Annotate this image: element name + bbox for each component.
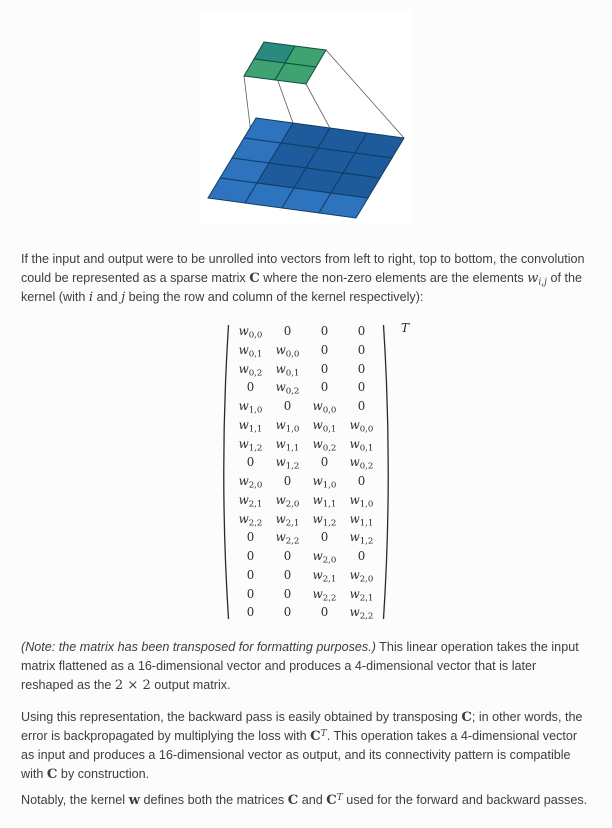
matrix-cell: $w_{2,1}$ xyxy=(312,567,337,585)
matrix-cell: $w_{0,2}$ xyxy=(238,361,263,379)
matrix-cell: $w_{1,0}$ xyxy=(312,474,337,491)
connection-line xyxy=(326,50,404,138)
math-token: j xyxy=(121,290,126,305)
text-run: being the row and column of the kernel respectively): xyxy=(125,290,424,304)
text-run: output matrix. xyxy=(150,678,231,692)
matrix-row xyxy=(232,566,380,585)
matrix-row xyxy=(232,585,380,604)
matrix-cell: 0 xyxy=(246,455,255,470)
matrix-cell: 0 xyxy=(283,586,292,601)
matrix-cell: 0 xyxy=(357,361,366,376)
matrix-cell: $w_{2,0}$ xyxy=(349,567,374,585)
matrix-cell: $w_{2,2}$ xyxy=(238,511,263,529)
matrix-cell: 0 xyxy=(246,530,255,545)
matrix-row xyxy=(232,603,380,622)
matrix-row xyxy=(232,341,380,360)
text-run: . This operation takes a 4-dimensional vector as input and produces a 16-dimensional vector as output, and its connectivity pattern is compatible with xyxy=(21,729,578,781)
input-grid xyxy=(208,118,404,218)
paragraph-backward xyxy=(21,708,591,784)
matrix-cell: $w_{0,1}$ xyxy=(275,361,300,379)
matrix-cell: $w_{1,2}$ xyxy=(275,455,300,472)
matrix-cell: 0 xyxy=(283,605,292,620)
text-run: This linear operation takes the input matrix flattened as a 16-dimensional vector and produces a 4-dimensional vector that is later reshaped as the xyxy=(21,640,579,692)
matrix-cell: 0 xyxy=(246,586,255,601)
matrix-cell: $w_{1,2}$ xyxy=(238,436,263,454)
matrix-cell: 0 xyxy=(320,455,329,470)
paragraph-intro xyxy=(21,250,591,307)
convolution-figure xyxy=(200,12,412,224)
article-body xyxy=(0,250,612,810)
text-run: of the kernel (with xyxy=(21,271,582,304)
matrix-cell: 0 xyxy=(357,342,366,357)
matrix-cell: $w_{0,1}$ xyxy=(238,342,263,360)
matrix-cell: 0 xyxy=(320,342,329,357)
matrix-cell: $w_{2,0}$ xyxy=(312,549,337,566)
matrix-cell: $w_{1,0}$ xyxy=(275,417,300,435)
matrix-cell: 0 xyxy=(320,605,329,620)
matrix-cell: 0 xyxy=(283,567,292,582)
matrix-cell: $w_{0,2}$ xyxy=(349,455,374,472)
convolution-figure-svg xyxy=(200,12,412,224)
paragraph-notably xyxy=(21,791,591,810)
matrix-row xyxy=(232,472,380,491)
matrix-table xyxy=(232,322,380,622)
matrix-cell: 0 xyxy=(283,474,292,489)
matrix-cell: $w_{1,1}$ xyxy=(275,436,300,454)
matrix-cell: 0 xyxy=(320,380,329,395)
matrix-row xyxy=(232,416,380,435)
matrix-row xyxy=(232,491,380,510)
math-token: w xyxy=(128,793,140,808)
matrix-cell: $w_{0,0}$ xyxy=(349,417,374,435)
math-token: C xyxy=(287,793,299,808)
matrix-row xyxy=(232,397,380,416)
text-run: where the non-zero elements are the elements xyxy=(259,271,528,285)
matrix-cell: 0 xyxy=(246,380,255,395)
math-token: C xyxy=(249,271,260,286)
matrix-cell: 0 xyxy=(357,380,366,395)
matrix-paren-left xyxy=(218,322,230,622)
matrix-cell: $w_{2,2}$ xyxy=(312,586,337,604)
text-run: and xyxy=(93,290,122,304)
text-run: If the input and output were to be unrolled into vectors from left to right, top to bottom, the convolution could be represented as a sparse matrix xyxy=(21,252,585,285)
matrix-cell: 0 xyxy=(357,474,366,489)
matrix-cell: 0 xyxy=(283,549,292,564)
matrix-cell: $w_{0,1}$ xyxy=(349,436,374,454)
matrix-cell: $w_{2,1}$ xyxy=(275,511,300,529)
math-token: $C^T$ xyxy=(310,728,327,744)
matrix-cell: 0 xyxy=(320,530,329,545)
math-token: C xyxy=(46,767,58,782)
matrix-cell: $w_{0,0}$ xyxy=(275,342,300,360)
text-run: (Note: the matrix has been transposed for formatting purposes.) xyxy=(21,640,376,654)
sparse-matrix-block xyxy=(21,322,591,622)
sparse-matrix xyxy=(218,321,409,622)
matrix-paren-right xyxy=(382,322,394,622)
text-run: by construction. xyxy=(57,767,150,781)
matrix-row xyxy=(232,378,380,397)
matrix-cell: $w_{0,2}$ xyxy=(275,380,300,397)
matrix-cell: $w_{1,2}$ xyxy=(312,511,337,529)
matrix-cell: $w_{0,0}$ xyxy=(238,324,263,341)
math-token: i xyxy=(88,290,94,305)
transpose-superscript: T xyxy=(400,321,409,335)
matrix-cell: 0 xyxy=(320,324,329,339)
matrix-cell: 0 xyxy=(357,549,366,564)
output-grid xyxy=(244,42,326,84)
matrix-cell: 0 xyxy=(357,399,366,414)
matrix-cell: 0 xyxy=(246,549,255,564)
matrix-cell: $w_{2,1}$ xyxy=(238,492,263,510)
matrix-cell: $w_{1,0}$ xyxy=(238,399,263,416)
matrix-cell: $w_{1,1}$ xyxy=(349,511,374,529)
paragraph-note xyxy=(21,638,591,695)
matrix-cell: $w_{2,2}$ xyxy=(349,605,374,622)
matrix-row xyxy=(232,453,380,472)
matrix-cell: $w_{2,0}$ xyxy=(275,492,300,510)
matrix-row xyxy=(232,528,380,547)
text-run: used for the forward and backward passes. xyxy=(342,793,588,807)
matrix-cell: 0 xyxy=(357,324,366,339)
matrix-cell: $w_{2,1}$ xyxy=(349,586,374,604)
text-run: defines both the matrices xyxy=(139,793,288,807)
matrix-cell: $w_{1,1}$ xyxy=(238,417,263,435)
math-token: 2 × 2 xyxy=(114,678,151,693)
matrix-cell: $w_{0,2}$ xyxy=(312,436,337,454)
matrix-cell: $w_{1,1}$ xyxy=(312,492,337,510)
text-run: Notably, the kernel xyxy=(21,793,129,807)
matrix-cell: $w_{0,0}$ xyxy=(312,399,337,416)
matrix-row xyxy=(232,322,380,341)
text-run: ; in other words, the error is backpropagated by multiplying the loss with xyxy=(21,710,583,743)
matrix-cell: 0 xyxy=(283,324,292,339)
matrix-cell: 0 xyxy=(283,399,292,414)
matrix-cell: $w_{1,0}$ xyxy=(349,492,374,510)
math-token: $w_{i,j}$ xyxy=(527,271,547,288)
matrix-cell: $w_{1,2}$ xyxy=(349,530,374,547)
text-run: Using this representation, the backward pass is easily obtained by transposing xyxy=(21,710,462,724)
matrix-cell: 0 xyxy=(246,567,255,582)
matrix-row xyxy=(232,435,380,454)
math-token: $C^T$ xyxy=(326,792,343,808)
matrix-row xyxy=(232,510,380,529)
matrix-cell: $w_{2,0}$ xyxy=(238,474,263,491)
matrix-row xyxy=(232,360,380,379)
matrix-cell: $w_{2,2}$ xyxy=(275,530,300,547)
matrix-row xyxy=(232,547,380,566)
math-token: C xyxy=(461,710,472,725)
matrix-cell: $w_{0,1}$ xyxy=(312,417,337,435)
text-run: and xyxy=(298,793,327,807)
matrix-cell: 0 xyxy=(246,605,255,620)
matrix-cell: 0 xyxy=(320,361,329,376)
